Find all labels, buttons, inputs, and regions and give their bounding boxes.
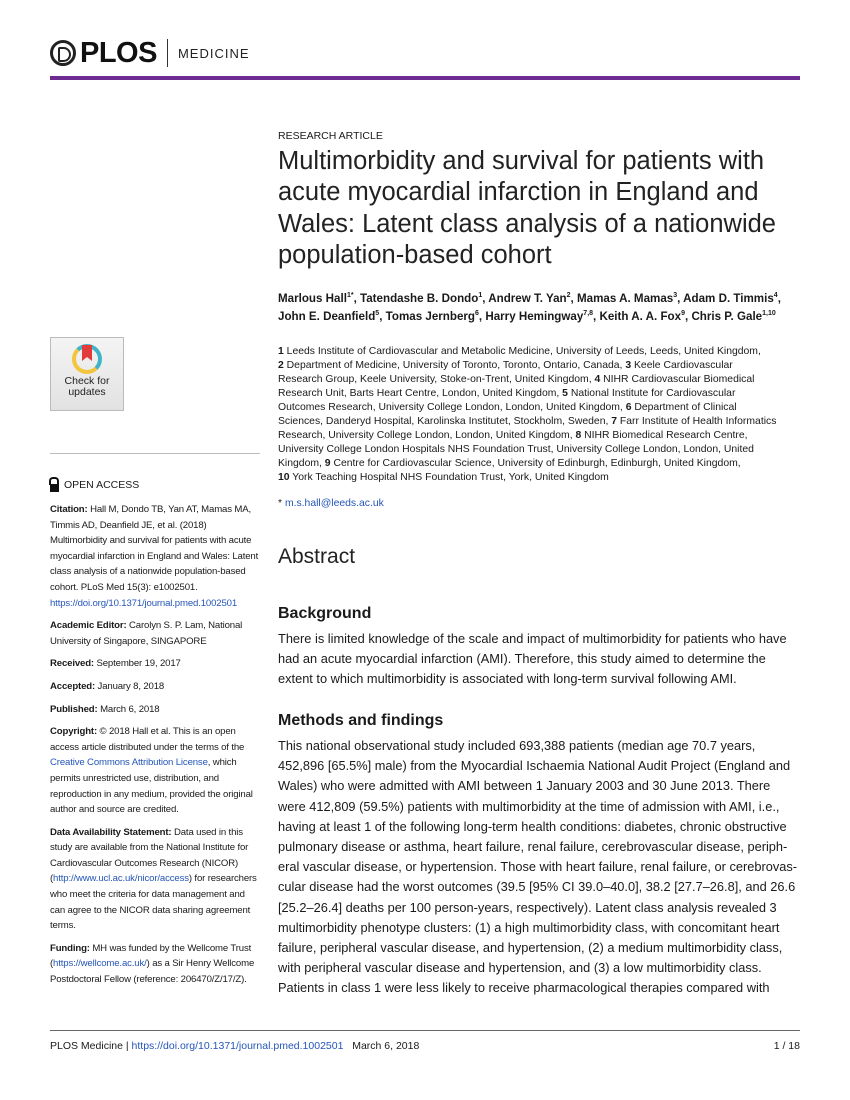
- text-line: failure, peripheral vascular disease, and hypertension, (2) a medium multimorbidity class,: [278, 940, 783, 956]
- wellcome-link[interactable]: https://wellcome.ac.uk/: [53, 958, 147, 970]
- published-label: Published:: [50, 703, 98, 715]
- citation: [50, 502, 262, 611]
- plos-logo-icon: [50, 40, 76, 66]
- author-affiliation-sup: 6: [474, 310, 479, 318]
- logo-text: PLOS: [80, 36, 157, 69]
- affiliation-line: Kingdom, 9 Centre for Cardiovascular Science, University of Edinburgh, Edinburgh, United Kingdom,: [278, 458, 741, 469]
- badge-line1: Check for: [64, 375, 110, 387]
- funding-text-end: ) as a Sir Henry Wellcome Postdoctoral Fellow (reference: 206470/Z/17/Z).: [50, 958, 255, 986]
- editor-text: Carolyn S. P. Lam, National University of Singapore, SINGAPORE: [50, 620, 243, 647]
- author-name: Marlous Hall: [278, 291, 347, 305]
- footer-journal: PLOS Medicine |: [50, 1040, 132, 1052]
- author-name: Tatendashe B. Dondo: [360, 291, 479, 305]
- author-affiliation-sup: 3: [673, 292, 678, 299]
- footer-date: March 6, 2018: [352, 1040, 420, 1052]
- background-text: [278, 629, 808, 690]
- author-affiliation-sup: 2: [566, 292, 571, 299]
- text-line: Patients in class 1 were less likely to receive pharmacological therapies compared with: [278, 980, 770, 996]
- text-line: had an acute myocardial infarction (AMI). Therefore, this study aimed to determine the: [278, 651, 766, 667]
- crossmark-icon: [72, 344, 102, 374]
- author-affiliation-sup: 7,8: [583, 310, 594, 318]
- page-footer: [50, 1040, 800, 1052]
- author-name: Chris P. Gale: [691, 310, 763, 324]
- text-line: were 412,809 (59.5%) patients with multimorbidity at the time of admission with AMI, i.e.,: [278, 798, 780, 814]
- license-link[interactable]: Creative Commons Attribution License: [50, 757, 208, 769]
- data-text-end: ) for researchers who meet the criteria for data management and can agree to the NICOR data sharing agreement terms.: [50, 873, 257, 932]
- affiliation-line: Research Group, Keele University, Stoke-on-Trent, United Kingdom, 4 NIHR Cardiovascular Biomedical: [278, 374, 755, 385]
- text-line: with peripheral vascular disease and hypertension, and (3) a low multimorbidity class.: [278, 960, 762, 976]
- affiliation-line: University College London Hospitals NHS Foundation Trust, University College London, London, United: [278, 444, 754, 455]
- text-line: eral vascular disease, or hypertension. Those with heart failure, renal failure, or cerebrovas-: [278, 859, 798, 875]
- citation-label: Citation:: [50, 504, 88, 515]
- author-name: Tomas Jernberg: [385, 310, 475, 324]
- author-name: Harry Hemingway: [485, 310, 584, 324]
- text-line: having at least 1 of the following long-term health conditions: diabetes, chronic obstructive: [278, 818, 787, 834]
- author-list: Marlous Hall$^{1*}$, Tatendashe B. Dondo$^1$, Andrew T. Yan$^2$, Mamas A. Mamas$^3$, Adam D. Timmis$^4$, John E. Deanfield$^5$, Tomas Jernberg$^6$, Harry Hemingway$^{7,8}$, Keith A. A. Fox$^9$, Chris P. Gale$^{1,10}$: [278, 291, 781, 324]
- page-number: 1 / 18: [773, 1040, 800, 1052]
- affiliation-line: Research, University College London, London, United Kingdom, 8 NIHR Biomedical Research Centre,: [278, 430, 748, 441]
- footer-doi-link[interactable]: https://doi.org/10.1371/journal.pmed.1002501: [131, 1040, 344, 1052]
- accepted-label: Accepted:: [50, 680, 96, 692]
- journal-name: MEDICINE: [177, 45, 250, 61]
- logo-divider: [167, 39, 168, 67]
- header-rule: [50, 76, 800, 80]
- text-line: There is limited knowledge of the scale and impact of multimorbidity for patients who have: [278, 631, 787, 646]
- author-name: Adam D. Timmis: [683, 291, 774, 305]
- affiliation-line: 10 York Teaching Hospital NHS Foundation Trust, York, United Kingdom: [278, 472, 609, 483]
- copyright-text: © 2018 Hall et al. This is an open access article distributed under the terms of the: [50, 726, 245, 753]
- affiliation-line: Research Unit, Barts Heart Centre, London, United Kingdom, 5 National Institute for Cardiovascular: [278, 388, 736, 399]
- funding: [50, 941, 262, 988]
- published-date: March 6, 2018: [100, 703, 160, 715]
- published: [50, 702, 262, 718]
- nicor-link[interactable]: http://www.ucl.ac.uk/nicor/access: [53, 873, 189, 885]
- author-affiliation-sup: 1: [478, 292, 483, 299]
- text-line: multimorbidity phenotype clusters: (1) a high multimorbidity class, with concomitant heart: [278, 919, 780, 935]
- text-line: [25.2–26.4] deaths per 100 person-years, respectively). Latent class analysis revealed 3: [278, 899, 777, 915]
- accepted-date: January 8, 2018: [97, 680, 165, 692]
- accepted: [50, 679, 262, 695]
- open-access-text: OPEN ACCESS: [64, 479, 140, 491]
- author-affiliation-sup: 4: [773, 292, 778, 299]
- received: [50, 656, 262, 672]
- article-type: RESEARCH ARTICLE: [278, 130, 383, 142]
- affiliations: [278, 345, 808, 485]
- methods-text: [278, 736, 808, 999]
- text-line: cular disease had the worst outcomes (39.5 [95% CI 39.0–40.0], 38.2 [27.7–26.8], and 26.6: [278, 879, 796, 895]
- author-name: Mamas A. Mamas: [577, 291, 674, 305]
- funding-label: Funding:: [50, 942, 90, 954]
- citation-doi-link[interactable]: https://doi.org/10.1371/journal.pmed.1002501: [50, 597, 238, 609]
- academic-editor: [50, 618, 262, 649]
- abstract-heading: Abstract: [278, 545, 356, 568]
- badge-line2: updates: [68, 386, 106, 398]
- footer-rule: [50, 1030, 800, 1031]
- author-name: John E. Deanfield: [278, 310, 376, 324]
- editor-label: Academic Editor:: [50, 620, 127, 632]
- affiliation-line: Outcomes Research, University College London, London, United Kingdom, 6 Department of Clinical: [278, 402, 737, 413]
- sidebar-divider: [50, 453, 260, 454]
- check-for-updates-button[interactable]: [50, 337, 124, 411]
- text-line: Wales) who were admitted with AMI between 1 January 2003 and 30 June 2013. There: [278, 778, 771, 794]
- copyright-text-end: , which permits unrestricted use, distribution, and reproduction in any medium, provided the original author and source are credited.: [50, 757, 253, 816]
- email-marker: *: [278, 498, 285, 509]
- copyright-label: Copyright:: [50, 726, 97, 738]
- author-name: Andrew T. Yan: [488, 291, 567, 305]
- author-affiliation-sup: 9: [681, 310, 685, 318]
- plos-medicine-logo[interactable]: [50, 36, 250, 70]
- text-line: This national observational study included 693,388 patients (median age 70.7 years,: [278, 738, 756, 753]
- data-text: Data used in this study are available from the National Institute for Cardiovascular Outcomes Research (NICOR) (: [50, 826, 249, 885]
- affiliation-line: Sciences, Danderyd Hospital, Karolinska Institutet, Stockholm, Sweden, 7 Farr Institute of Health Informatics: [278, 416, 777, 427]
- article-info-sidebar: [50, 502, 262, 995]
- article-title: Multimorbidity and survival for patients with acute myocardial infarction in England and Wales: Latent class analysis of a nationwide population-based cohort: [278, 147, 776, 269]
- funding-text: MH was funded by the Wellcome Trust (: [50, 942, 252, 970]
- affiliation-line: 1 Leeds Institute of Cardiovascular and Metabolic Medicine, University of Leeds, Leeds, United Kingdom,: [278, 346, 761, 357]
- text-line: 452,896 [65.5%] male) from the Myocardial Ischaemia National Audit Project (England and: [278, 758, 791, 774]
- received-date: September 19, 2017: [96, 658, 181, 670]
- text-line: extent to which multimorbidity is associated with long-term survival following AMI.: [278, 671, 737, 687]
- data-availability: [50, 825, 262, 934]
- background-heading: Background: [278, 605, 372, 622]
- corresponding-email: [278, 498, 384, 509]
- methods-heading: Methods and findings: [278, 712, 444, 729]
- open-lock-icon: [50, 484, 59, 492]
- open-access-label: [50, 479, 139, 491]
- affiliation-line: 2 Department of Medicine, University of Toronto, Toronto, Ontario, Canada, 3 Keele Cardiovascular: [278, 360, 733, 371]
- author-affiliation-sup: 1*: [346, 292, 354, 299]
- data-label: Data Availability Statement:: [50, 826, 172, 838]
- author-affiliation-sup: 1,10: [762, 310, 776, 318]
- author-name: Keith A. A. Fox: [599, 310, 682, 324]
- author-affiliation-sup: 5: [375, 310, 380, 318]
- copyright: [50, 724, 262, 818]
- citation-text: Hall M, Dondo TB, Yan AT, Mamas MA, Timmis AD, Deanfield JE, et al. (2018) Multimorbidity and survival for patients with acute myocardial infarction in England and Wales: Latent class analysis of a nationwide population-based cohort. PLoS Med 15(3): e1002501.: [50, 504, 259, 593]
- received-label: Received:: [50, 658, 94, 670]
- text-line: pulmonary disease or asthma, heart failure, renal failure, cerebrovascular disease, periph-: [278, 839, 788, 855]
- email-link[interactable]: m.s.hall@leeds.ac.uk: [284, 498, 384, 509]
